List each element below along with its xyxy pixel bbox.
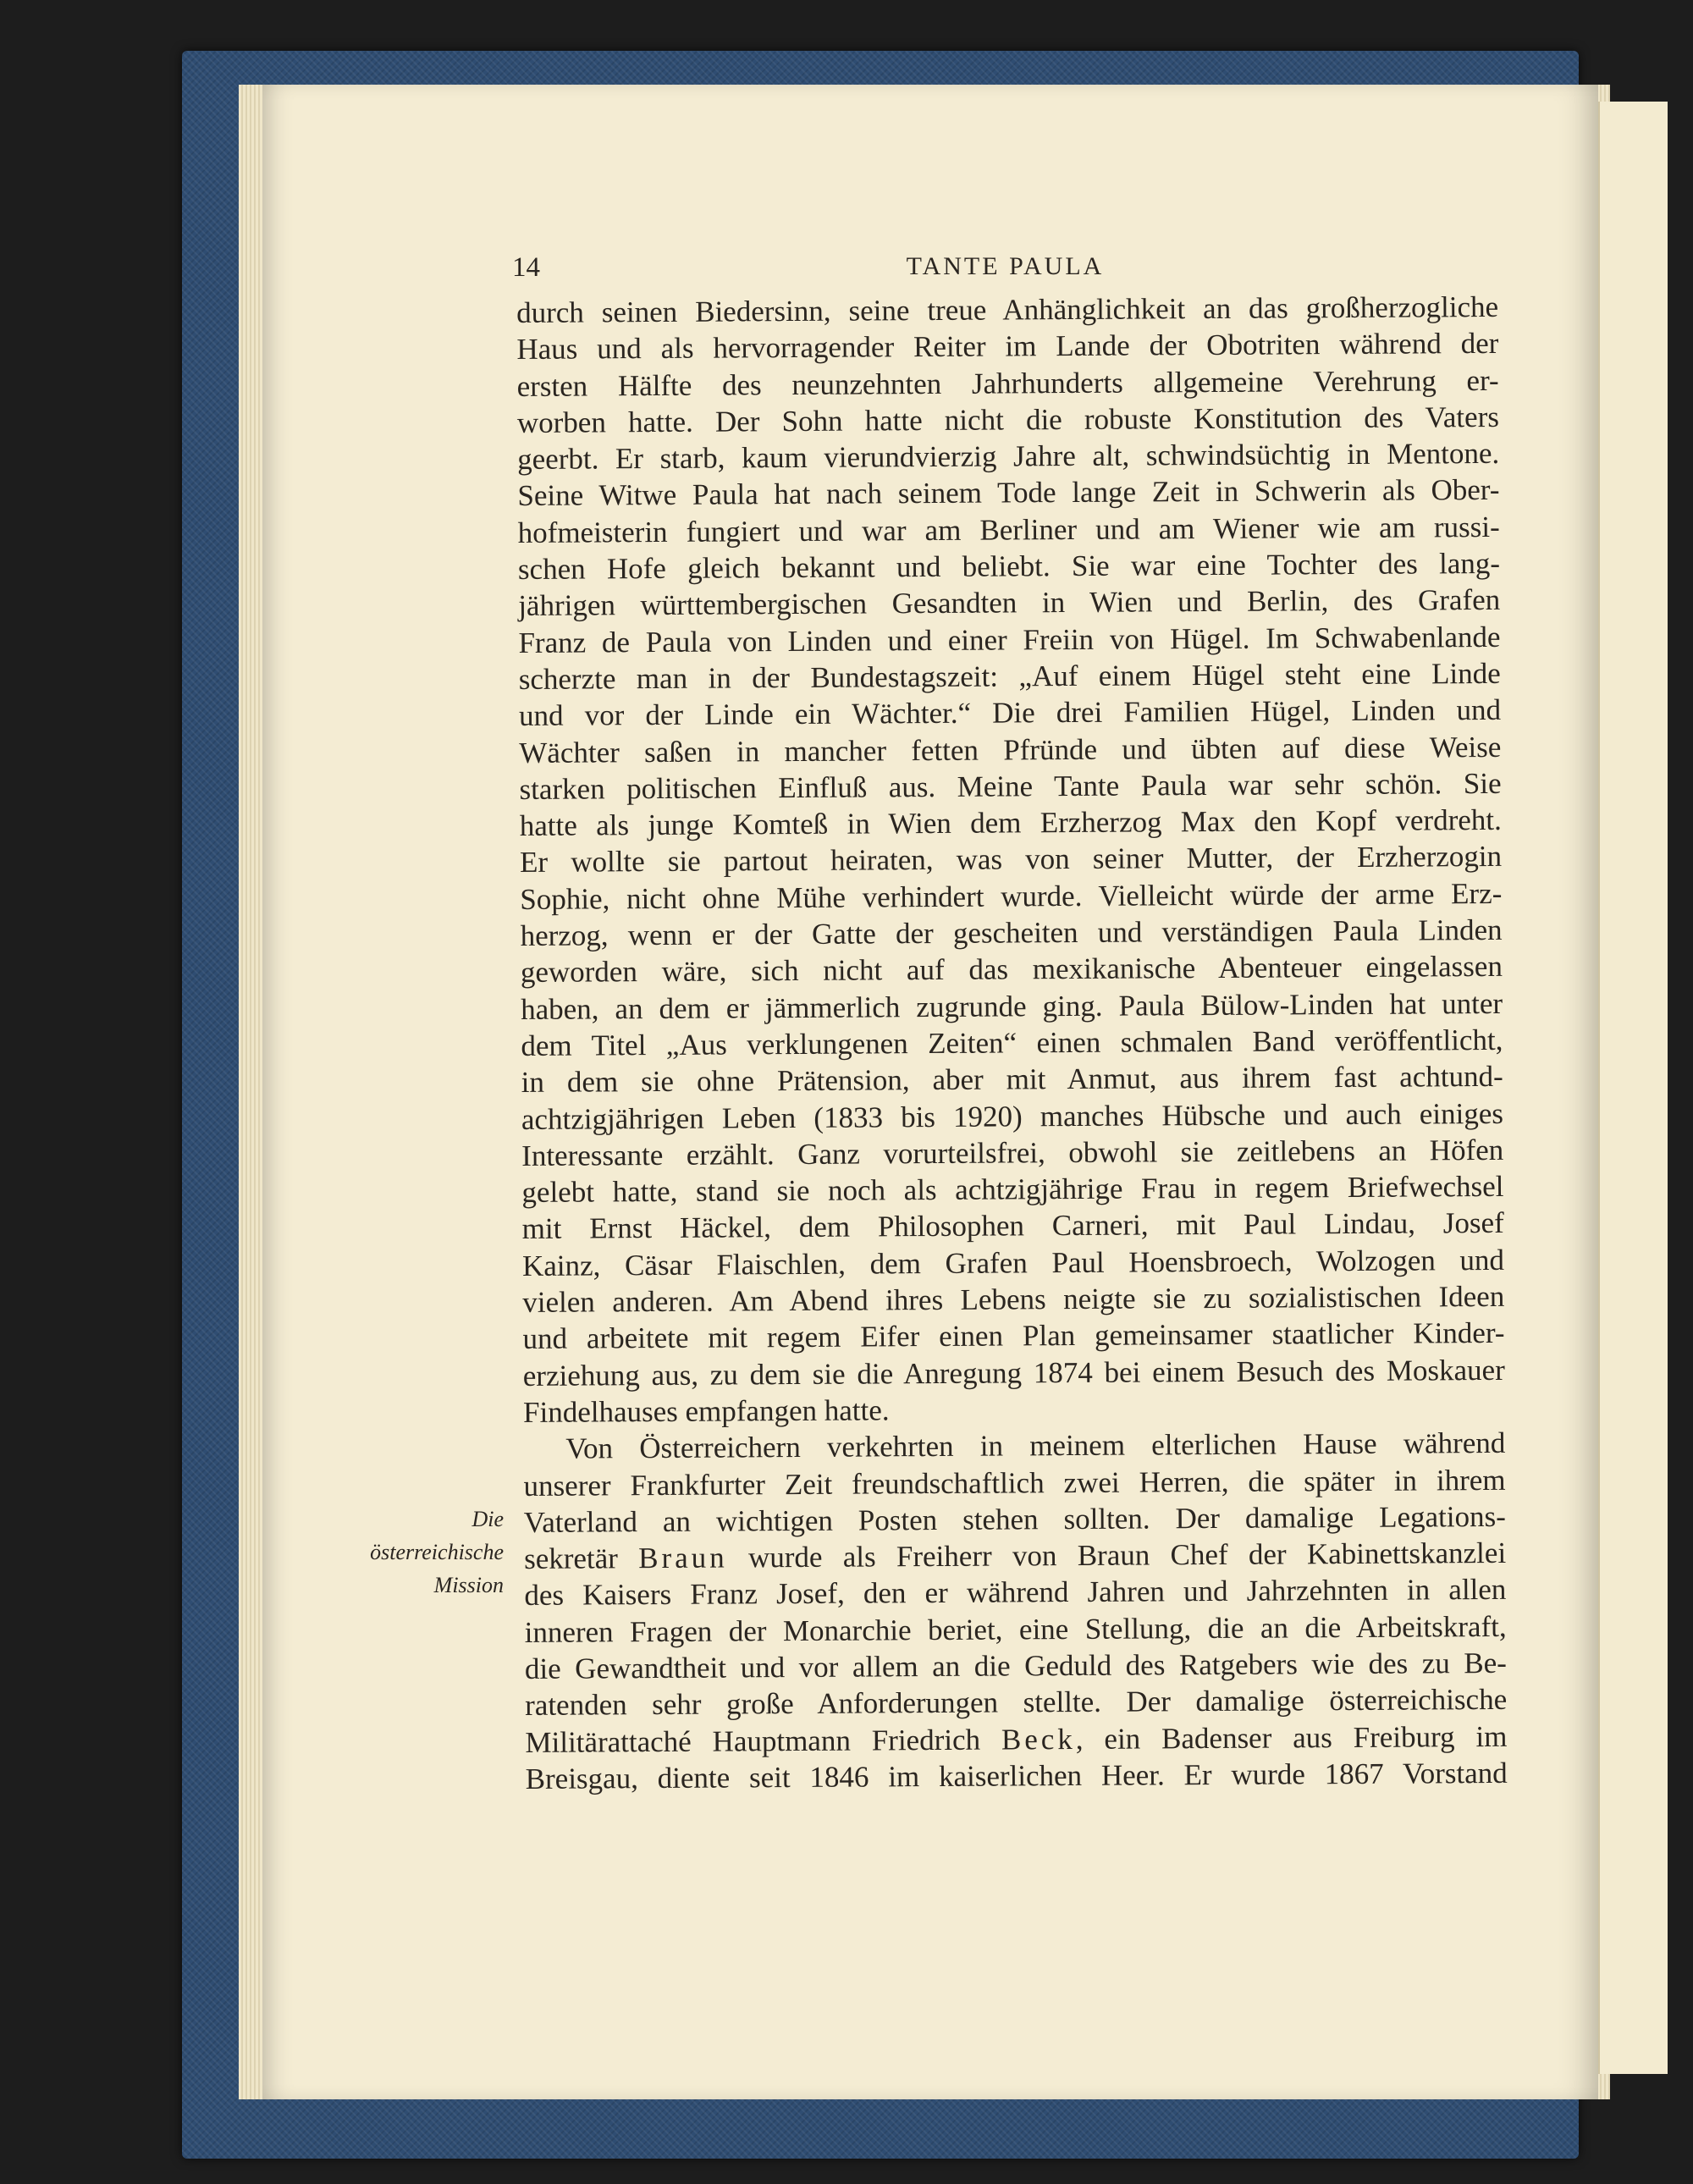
text-line: Kainz, Cäsar Flaischlen, dem Grafen Paul Hoensbroech, Wolzogen und: [521, 1243, 1505, 1282]
text-line: dem Titel „Aus verklungenen Zeiten“ einen schmalen Band veröffentlicht,: [521, 1023, 1503, 1062]
text-fragment: Militärattaché Hauptmann Friedrich: [525, 1723, 1002, 1759]
text-line: Er wollte sie partout heiraten, was von seiner Mutter, der Erzherzogin: [519, 840, 1503, 880]
next-page-edge: [1598, 102, 1668, 2074]
text-line: starken politischen Einfluß aus. Meine Tante Paula war sehr schön. Sie: [519, 766, 1502, 806]
text-line: Franz de Paula von Linden und einer Freiin von Hügel. Im Schwabenlande: [518, 620, 1501, 659]
text-line: geworden wäre, sich nicht auf das mexikanische Abenteuer eingelassen: [520, 950, 1503, 990]
text-line: inneren Fragen der Monarchie beriet, eine Stellung, die an die Arbeitskraft,: [524, 1609, 1507, 1649]
running-head: [512, 252, 1498, 295]
text-line: Interessante erzählt. Ganz vorurteilsfrei, obwohl sie zeitlebens an Höfen: [521, 1133, 1504, 1172]
text-line: schen Hofe gleich bekannt und beliebt. Sie war eine Tochter des lang-: [517, 546, 1501, 587]
text-line: in dem sie ohne Prätension, aber mit Anmut, aus ihrem fast achtund-: [521, 1060, 1503, 1100]
text-line: die Gewandtheit und vor allem an die Geduld des Ratgebers wie des zu Be-: [524, 1646, 1508, 1685]
text-line: haben, an dem er jämmerlich zugrunde ging. Paula Bülow-Linden hat unter: [521, 986, 1503, 1026]
text-fragment: , ein Badenser aus Freiburg im: [1075, 1719, 1508, 1756]
marginal-note-line: Die: [472, 1507, 504, 1531]
marginal-note-line: österreichische: [370, 1540, 504, 1564]
text-line: Von Österreichern verkehrten in meinem elterlichen Hause während: [565, 1426, 1506, 1465]
text-line: ratenden sehr große Anforderungen stellte. Der damalige österreichische: [525, 1683, 1508, 1723]
text-line: Seine Witwe Paula hat nach seinem Tode lange Zeit in Schwerin als Ober-: [517, 473, 1500, 513]
text-line: jährigen württembergischen Gesandten in Wien und Berlin, des Grafen: [518, 583, 1501, 623]
marginal-note-line: Mission: [433, 1573, 504, 1597]
text-line: ersten Hälfte des neunzehnten Jahrhunderts allgemeine Verehrung er-: [516, 363, 1499, 403]
text-line: vielen anderen. Am Abend ihres Lebens neigte sie zu sozialistischen Ideen: [522, 1279, 1505, 1319]
paragraph-1: [516, 289, 1505, 1431]
marginal-note: [326, 1503, 504, 1602]
text-line: Haus und als hervorragender Reiter im Lande der Obotriten während der: [516, 327, 1499, 367]
text-line: und vor der Linde ein Wächter.“ Die drei Familien Hügel, Linden und: [518, 693, 1502, 733]
text-line: geerbt. Er starb, kaum vierundvierzig Jahre alt, schwindsüchtig in Mentone.: [517, 437, 1500, 477]
text-line: gelebt hatte, stand sie noch als achtzigjährige Frau in regem Briefwechsel: [521, 1170, 1504, 1210]
text-line: hatte als junge Komteß in Wien dem Erzherzog Max den Kopf verdreht.: [519, 803, 1502, 843]
running-title: TANTE PAULA: [906, 252, 1105, 280]
text-line: Findelhauses empfangen hatte.: [522, 1393, 890, 1429]
text-line: herzog, wenn er der Gatte der gescheiten und verständigen Paula Linden: [520, 913, 1503, 953]
text-line: und arbeitete mit regem Eifer einen Plan gemeinsamer staatlicher Kinder-: [522, 1316, 1505, 1356]
body-text: [516, 289, 1508, 1797]
paragraph-2: [523, 1425, 1508, 1797]
text-fragment: sekretär: [524, 1541, 639, 1576]
spaced-name-beck: Beck: [1001, 1722, 1076, 1757]
text-line: achtzigjährigen Leben (1833 bis 1920) manches Hübsche und auch einiges: [521, 1096, 1504, 1136]
text-line: Vaterland an wichtigen Posten stehen sollten. Der damalige Legations-: [523, 1499, 1506, 1539]
text-line: unserer Frankfurter Zeit freundschaftlich zwei Herren, die später in ihrem: [523, 1463, 1506, 1503]
spaced-name-braun: Braun: [638, 1541, 728, 1575]
text-line: Sophie, nicht ohne Mühe verhindert wurde. Vielleicht würde der arme Erz-: [520, 876, 1503, 916]
text-line: Wächter saßen in mancher fetten Pfründe und übten auf diese Weise: [519, 730, 1502, 769]
text-line: [524, 1535, 1506, 1577]
text-line: durch seinen Biedersinn, seine treue Anhänglichkeit an das großherzogliche: [516, 290, 1499, 329]
text-line: mit Ernst Häckel, dem Philosophen Carneri, mit Paul Lindau, Josef: [521, 1206, 1504, 1246]
text-line: des Kaisers Franz Josef, den er während Jahren und Jahrzehnten in allen: [524, 1573, 1507, 1613]
text-line: hofmeisterin fungiert und war am Berliner und am Wiener wie am russi-: [517, 510, 1500, 549]
text-line: erziehung aus, zu dem sie die Anregung 1874 bei einem Besuch des Moskauer: [522, 1353, 1505, 1393]
text-line: Breisgau, diente seit 1846 im kaiserlichen Heer. Er wurde 1867 Vorstand: [525, 1756, 1508, 1795]
text-line: worben hatte. Der Sohn hatte nicht die robuste Konstitution des Vaters: [516, 400, 1500, 439]
text-line: scherzte man in der Bundestagszeit: „Auf einem Hügel steht eine Linde: [518, 656, 1501, 696]
text-fragment: wurde als Freiherr von Braun Chef der Kabinettskanzlei: [727, 1536, 1507, 1575]
text-line: [525, 1718, 1507, 1760]
page-number: 14: [512, 252, 540, 283]
